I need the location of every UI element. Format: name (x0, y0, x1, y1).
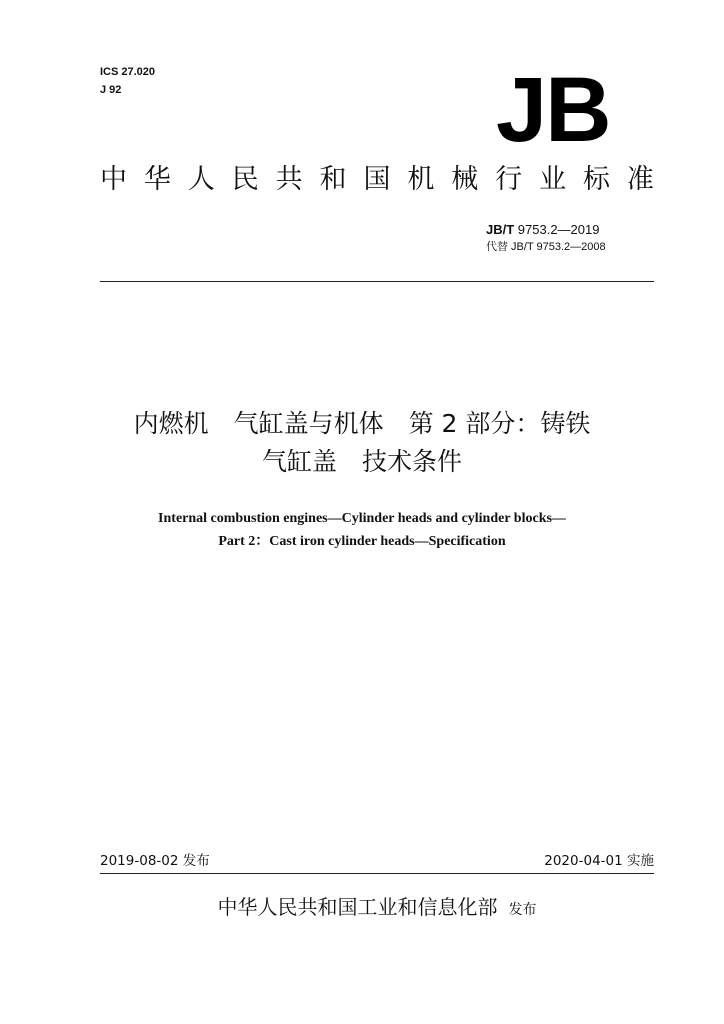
title-chinese-line-1: 内燃机 气缸盖与机体 第 2 部分：铸铁 (133, 409, 591, 438)
standard-prefix: JB/T (486, 222, 515, 237)
ccs-code: J 92 (100, 84, 122, 96)
issuer (100, 893, 654, 924)
org-char: 共 (275, 164, 303, 195)
title-english-line-2: Part 2：Cast iron cylinder heads—Specification (218, 534, 506, 549)
title-english-line-1: Internal combustion engines—Cylinder heads and cylinder blocks— (158, 511, 566, 526)
ics-code: ICS 27.020 (100, 66, 156, 78)
org-char: 民 (231, 164, 259, 195)
org-char: 中 (100, 164, 127, 195)
issuer-suffix: 发布 (508, 902, 537, 918)
standard-code: 9753.2—2019 (517, 222, 600, 237)
org-char: 国 (363, 164, 391, 195)
org-char: 业 (539, 164, 567, 195)
org-char: 准 (626, 164, 654, 195)
implementation-date: 2020-04-01 实施 (544, 853, 654, 869)
org-char: 和 (319, 164, 347, 195)
standard-number (486, 222, 599, 238)
org-char: 械 (451, 164, 479, 195)
org-char: 行 (495, 164, 523, 195)
org-char: 机 (407, 164, 435, 195)
issue-date: 2019-08-02 发布 (100, 853, 210, 869)
issuer-name: 中华人民共和国工业和信息化部 (217, 895, 498, 919)
footer-divider (100, 873, 654, 874)
header-divider (100, 281, 654, 282)
jb-logo: JB (496, 59, 610, 161)
org-char: 标 (582, 164, 610, 195)
organization-title (100, 162, 654, 198)
title-chinese-line-2: 气缸盖 技术条件 (261, 447, 462, 476)
org-char: 人 (187, 164, 215, 195)
replaces-standard: 代替 JB/T 9753.2—2008 (486, 241, 606, 253)
org-char: 华 (143, 164, 171, 195)
